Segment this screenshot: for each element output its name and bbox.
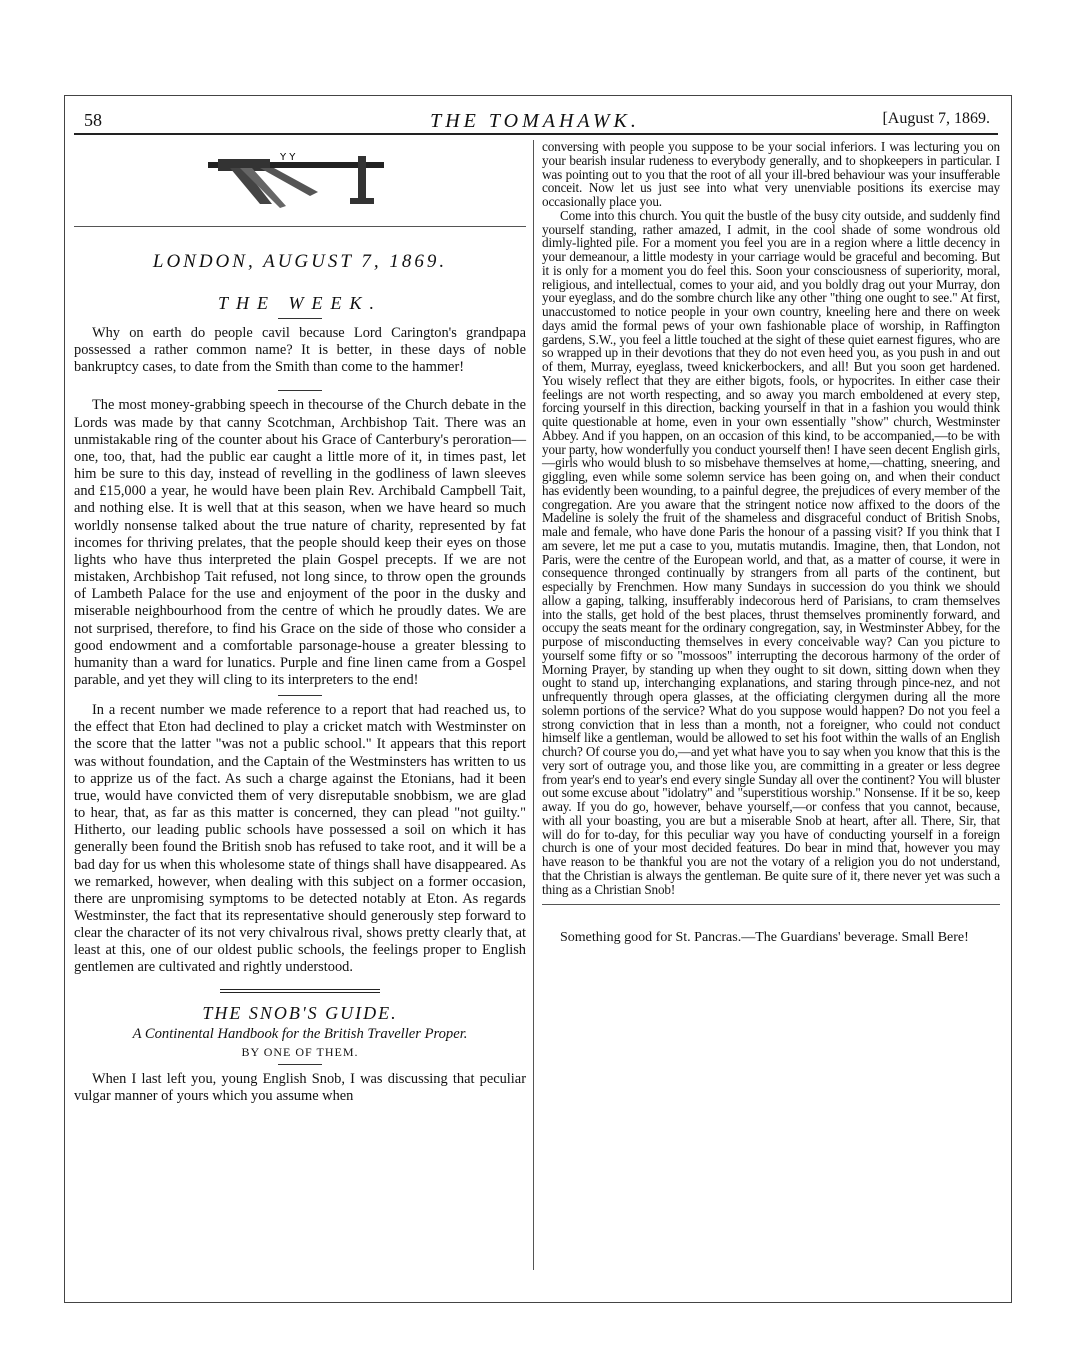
logo-rule xyxy=(74,226,526,227)
rule xyxy=(278,1064,322,1065)
snob-guide-byline: BY ONE OF THEM. xyxy=(241,1044,359,1059)
rule xyxy=(542,904,1000,905)
tomahawk-icon xyxy=(74,140,526,216)
double-rule xyxy=(220,989,380,993)
snob-guide-body: Come into this church. You quit the bustle of the busy city outside, and suddenly find yourself standing, rather amazed, I admit, in the cool shade of some wondrous old dimly-lighted pile. For a moment you feel you are in a region where a little decency in your demeanour, a little modesty in your carriage would be graceful and becoming. But it is only for a moment you do feel this. Soon your consciousness of superiority, moral, religious, and intellectual, comes to your aid, and you boldly drag out your Murray, don your eyeglass, and do the sombre church like any other "thing one ought to see." At first, unaccustomed to notice people in your own country, kneeling here and there on week days amid the formal pews of your own fashionable place of worship, in Raffington gardens, S.W., you feel a little touched at the sight of these quiet earnest figures, who are so wrapped up in their devotions that they do not even heed you, as you push in and out of them, Murray, eyeglass, tweed knickerbockers, and all! But you soon get hardened. You wisely reflect that they are either bigots, fools, or hypocrites. In either case their feelings are not worth respecting, and so away you march emboldened at every step, forcing yourself in this direction, backing yourself in that in a fashion you would think quite questionable at home, even in your own essentially "show" church, Westminster Abbey. And if you happen, on an occasion of this kind, to be accompanied,—to be with your party, how wonderfully you conduct yourself then! I have seen decent English girls,—girls who would blush to so misbehave themselves at home,—chatting, sneering, and giggling, even while some solemn service has been going on, and when their conduct has evidently been wounding, to a painful degree, the prejudices of every member of the congregation. Are you aware that the stringent notice now affixed to the doors of the Madeline is solely the fruit of the shameless and disgraceful conduct of British Snobs, male and female, who have done Paris the honour of a passing visit? If you think that I am severe, let me put a case to you, mutatis mutandis. Imagine, then, that London, not Paris, were the centre of the European world, and that, as a matter of course, it were in consequence thronged continually by strangers from all parts of the continent, but especially by Frenchmen. How many Sundays in succession do you think we should allow a gaping, talking, insufferably indecorous herd of Parisians, to cram themselves into the stalls, get hold of the best places, thrust themselves prominently forward, and occupy the seats meant for the ordinary congregation, say, in Westminster Abbey, for the purpose of misconducting themselves in every conceivable way? Can you picture to yourself some fifty or so "mossoos" interrupting the decorous harmony of the order of Morning Prayer, by standing up when they ought to sit down, sitting down when they ought to stand up, interchanging explanations, and staring through pince-nez, and not unfrequently through opera glasses, at the officiating clergymen during all the more solemn portions of the service? What do you suppose would happen? Do not you feel a strong conviction that in less than a month, not a foreigner, who could not conduct himself like a gentleman, would be allowed to set his foot within the walls of an English church? Of course you do,—and yet what have you to say when you know that this is the very sort of outrage you, and those like you, are committing in a greater or less degree from year's end to year's end every single Sunday all over the continent? You will bluster out some excuse about "idolatry" and "superstitious worship." Nonsense. If it be so, keep away. If you do go, however, behave yourself,—or confess that you cannot, because, with all your boasting, you are but a miserable Snob at heart, after all. There, Sir, that will do for to-day, for this peculiar way you have of conducting yourself in a foreign church is one of your most decided features. Do bear in mind that, however you may have reason to be thankful you are not the votary of a religion you do not understand, that the Christian is always the gentleman. Be quite sure of it, there never yet was such a thing as a Christian Snob! xyxy=(542,207,1000,897)
paragraph-eton: In a recent number we made reference to a report that had reached us, to the effect that Eton had declined to play a cricket match with Westminster on the score that the latter "was not a public school." It appears that this report was without foundation, and the Captain of the Westminsters has written to us to apprize us of the fact. As such a charge against the Etonians, had it been true, would have convicted them of very disreputable snobbism, we are glad to hear, that, as far as this matter is concerned, they can plead "not guilty." Hitherto, our leading public schools have possessed a soil on which it has generally been found the British snob has refused to take root, and it will be a bad day for us when this wholesome state of things shall have disappeared. As we remarked, however, when dealing with this subject on a former occasion, there are unpromising symptoms to be detected notably at Eton. As regards Westminster, the fact that its representative should generously step forward to clear the character of its not very chivalrous rival, shows pretty clearly that, at least at this, one of our oldest public schools, the feelings proper to English gentlemen are cultivated and rightly understood. xyxy=(74,702,526,976)
rule xyxy=(278,318,322,319)
header-date: [August 7, 1869. xyxy=(882,110,990,127)
page-number: 58 xyxy=(84,110,102,130)
header-rule xyxy=(74,133,998,135)
svg-text:Y Y: Y Y xyxy=(280,152,296,163)
snob-guide-continuation: conversing with people you suppose to be your social inferiors. I was lecturing you on your bearish insular rudeness to everybody generally, and to shopkeepers in particular. I was pointing out to you that the root of all your ill-bred behaviour was your insufferable conceit. Now let us just see into what very unenviable positions its exercise may occasionally place you. xyxy=(542,139,1000,209)
snob-guide-subtitle: A Continental Handbook for the British Traveller Proper. xyxy=(132,1025,468,1042)
paragraph-carington: Why on earth do people cavil because Lord Carington's grandpapa possessed a rather common name? It is better, in these days of noble bankruptcy cases, to date from the Smith than come to the hammer! xyxy=(74,325,526,376)
snob-guide-opening: When I last left you, young English Snob, I was discussing that peculiar vulgar manner of yours which you assume when xyxy=(74,1070,526,1104)
left-column xyxy=(74,140,526,1105)
masthead-title: THE TOMAHAWK. xyxy=(430,110,640,132)
snob-guide-title: THE SNOB'S GUIDE. xyxy=(202,1002,398,1023)
endnote-st-pancras: Something good for St. Pancras.—The Guardians' beverage. Small Bere! xyxy=(560,930,969,946)
running-header xyxy=(80,106,990,134)
section-heading-the-week: THE WEEK. xyxy=(218,293,382,313)
dateline: LONDON, AUGUST 7, 1869. xyxy=(152,251,448,272)
paragraph-tait: The most money-grabbing speech in thecourse of the Church debate in the Lords was made by that canny Scotchman, Archbishop Tait. There was an unmistakable ring of the counter about his Grace of Canterbury's peroration—one, too, that, had the public ear caught a little more of it, in times past, let him be sure to this day, instead of revelling in the godliness of lawn sleeves and £15,000 a year, he would have been plain Rev. Archibald Campbell Tait, and nothing else. It is well that at this season, when we have heard so much worldly nonsense talked about the true nature of charity, represented by fat incomes for thriving prelates, that the people should keep their eyes on those lights who have thus interpreted the plain Gospel precepts. If we are not mistaken, Archbishop Tait refused, not long since, to throw open the grounds of Lambeth Palace for the use and enjoyment of the poor in the dusky and miserable neighbourhood from the centre of which he proudly dates. We are not surprised, therefore, to find his Grace on the side of those who consider a good endowment and a comfortable parsonage-house a greater blessing to humanity than a ward for lunatics. Purple and fine linen came from a Gospel parable, and yet they will cling to its interpreters to the end! xyxy=(74,397,526,688)
rule xyxy=(278,695,322,696)
right-column xyxy=(542,140,1000,946)
column-divider xyxy=(533,140,534,1270)
rule xyxy=(278,390,322,391)
